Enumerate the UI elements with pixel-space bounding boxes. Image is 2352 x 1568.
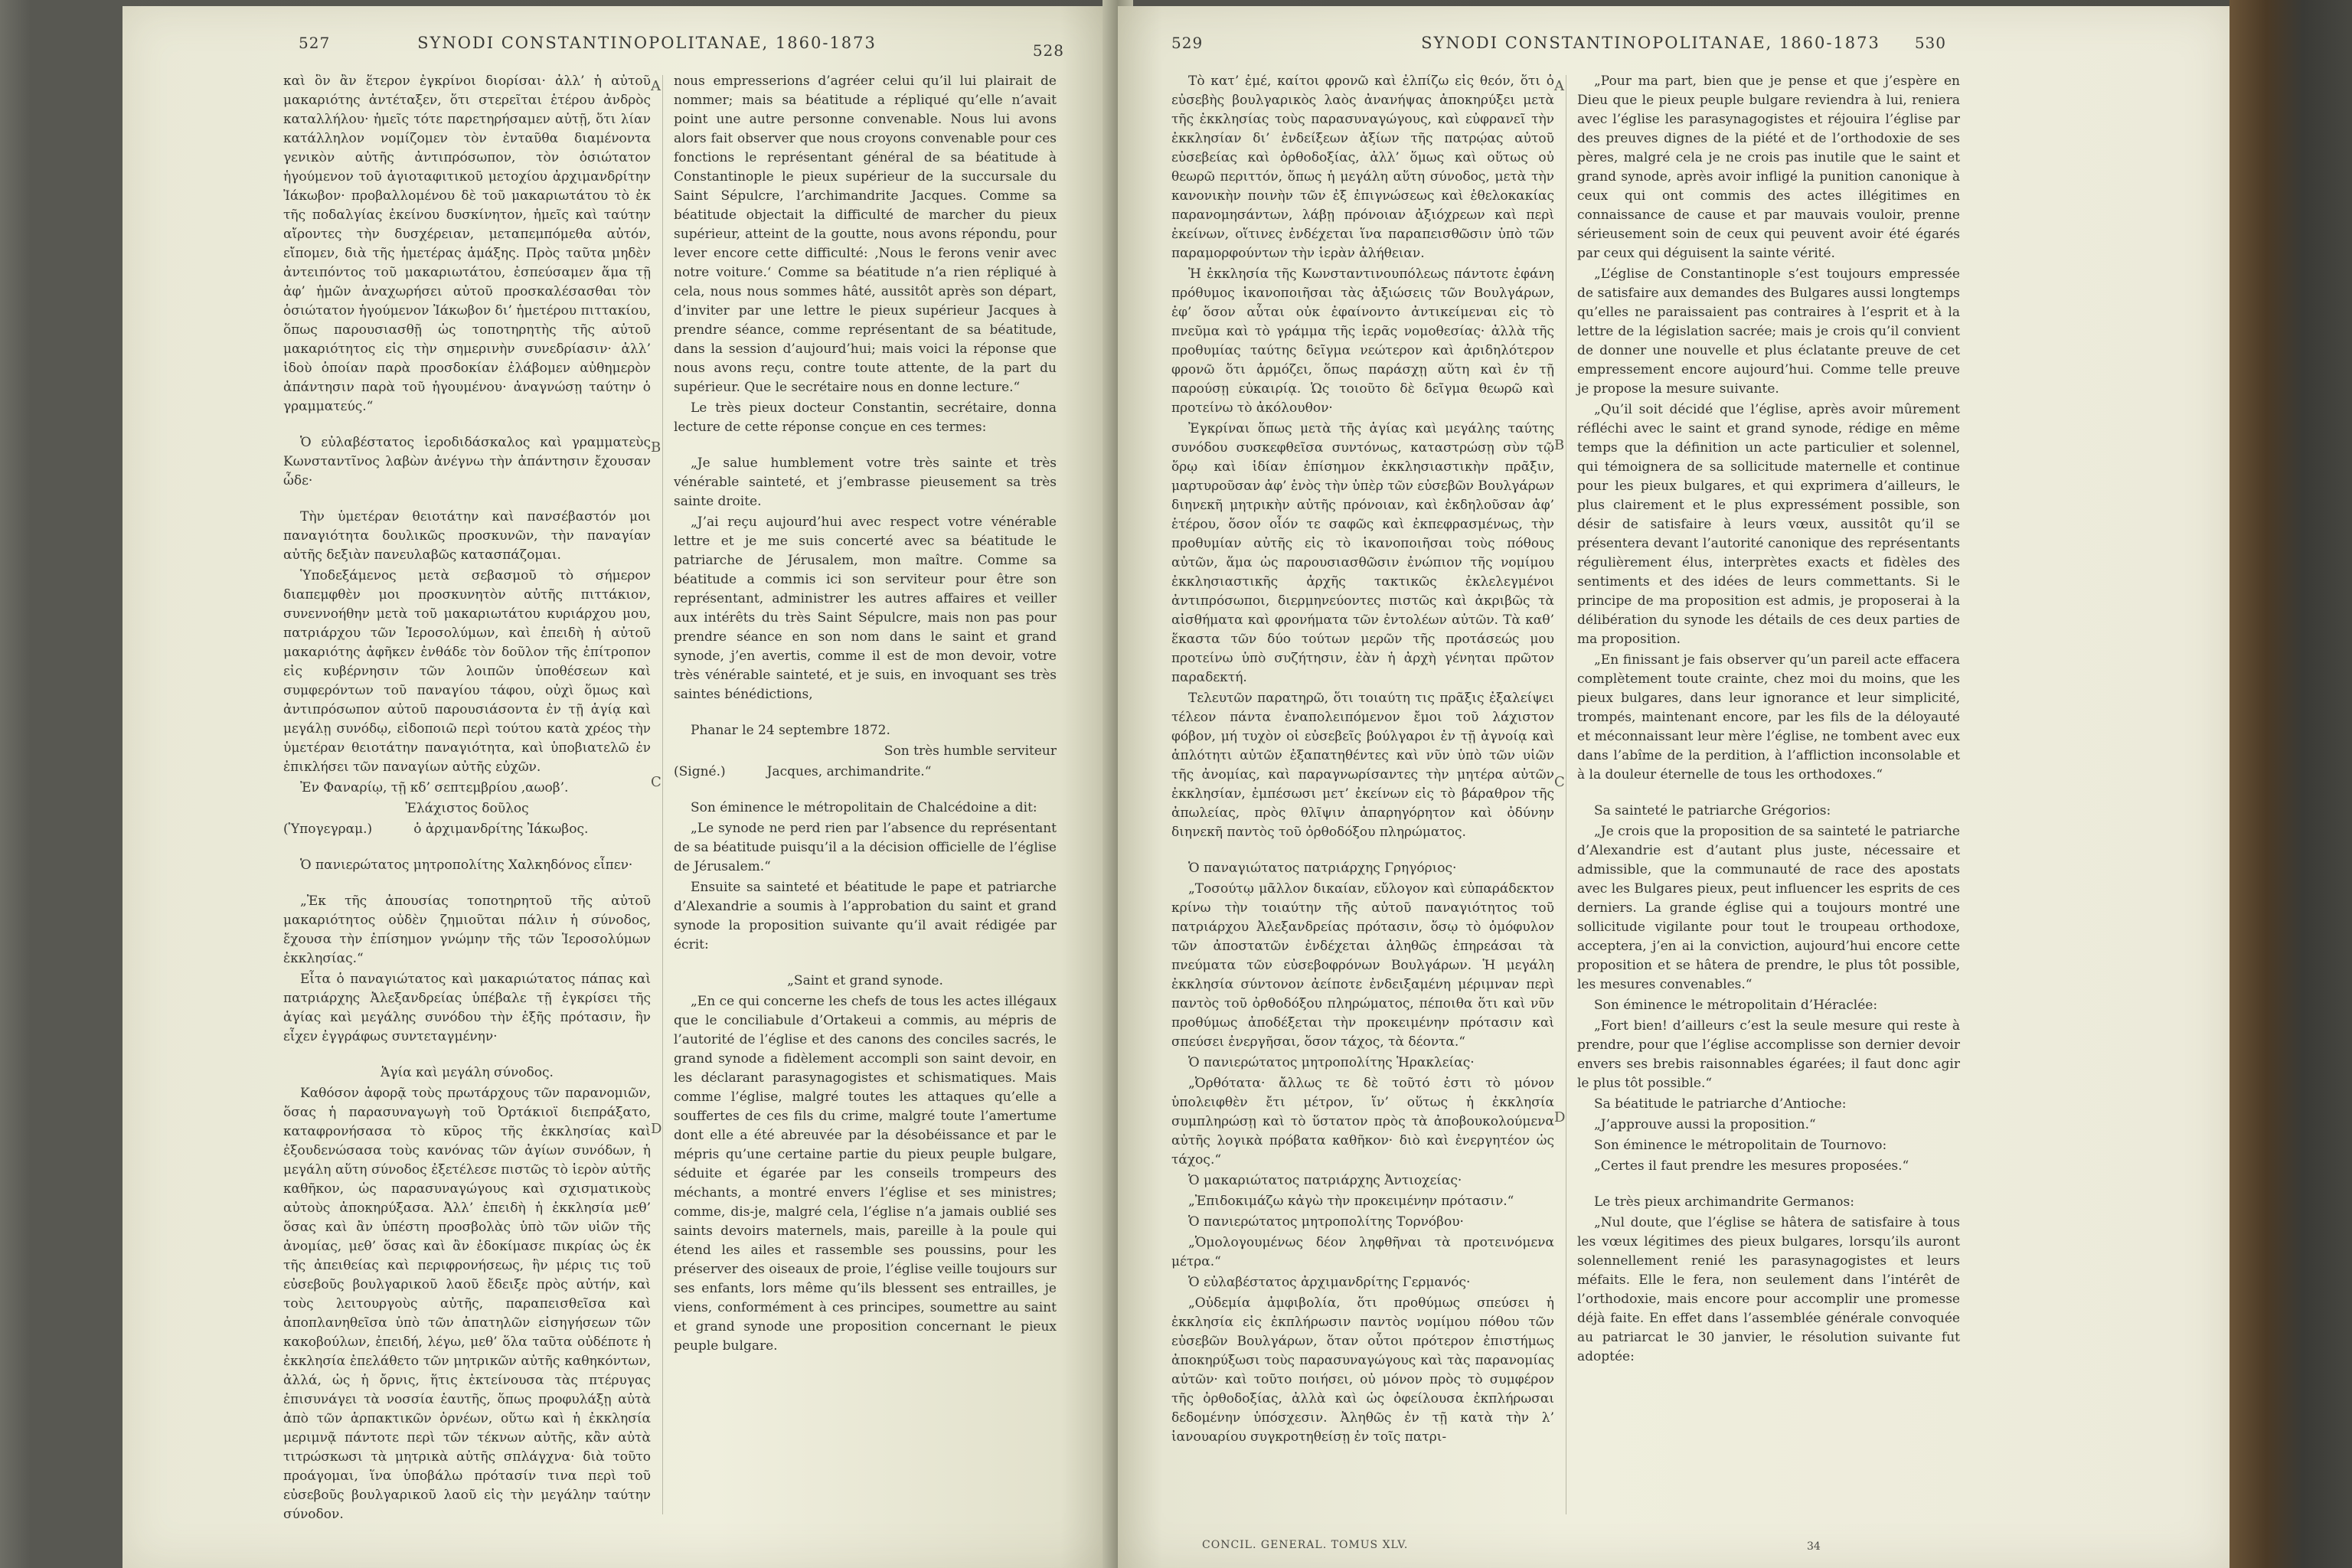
paragraph: Ὁ εὐλαβέστατος ἱεροδιδάσκαλος καὶ γραμματεὺς Κωνσταντῖνος λαβὼν ἀνέγνω τὴν ἀπάντησιν ἔχουσαν ὧδε· <box>283 435 651 488</box>
sheet-signature: 34 <box>1807 1540 1821 1553</box>
french-column <box>1577 72 1960 1368</box>
paragraph: „Ἐπιδοκιμάζω κἀγὼ τὴν προκειμένην πρότασιν.“ <box>1188 1194 1514 1209</box>
running-head-right <box>1118 28 2230 58</box>
margin-marker: C <box>1554 774 1565 790</box>
paragraph: „Τοσούτῳ μᾶλλον δικαίαν, εὔλογον καὶ εὐπαράδεκτον κρίνω τὴν τοιαύτην τῆς αὐτοῦ παναγιότητος τοῦ πατριάρχου Ἀλεξανδρείας πρότασιν, ὅσῳ τὸ ὁμόφυλον τῶν ἀποστατῶν ἐνδέχεται ἀληθῶς ἐπηρεάσαι τὰ πνεύματα τῶν εὐσεβοφρόνων Βουλγάρων. Ἡ μεγάλη ἐκκλησία σύντονον ἀείποτε ἐνδειξαμένη μέριμναν περὶ παντὸς τοῦ ὀρθοδόξου πληρώματος, πέποιθα ὅτι καὶ νῦν προθύμως ἀποδέξεται τὴν προκειμένην πρότασιν καὶ σπεύσει ἐνεργῆσαι, ὅσον τάχος, τὰ δέοντα.“ <box>1171 881 1554 1050</box>
paragraph: Le très pieux docteur Constantin, secrétaire, donna lecture de cette réponse conçue en ces termes: <box>674 400 1057 435</box>
running-title: SYNODI CONSTANTINOPOLITANAE, 1860-1873 <box>1421 34 1880 52</box>
greek-column <box>1171 72 1554 1449</box>
column-divider <box>662 75 663 1514</box>
paragraph: Ἡ ἐκκλησία τῆς Κωνσταντινουπόλεως πάντοτε ἐφάνη πρόθυμος ἱκανοποιῆσαι τὰς ἀξιώσεις τῶν Βουλγάρων, ἐφ’ ὅσον αὗται οὐκ ἐφαίνοντο ἀντικείμεναι εἰς τὸ πνεῦμα καὶ τὸ γράμμα τῆς ἱερᾶς νομοθεσίας· ἀλλὰ τῆς προθυμίας ταύτης δεῖγμα νεώτερον καὶ ἀριδηλότερον φρονῶ ὅτι ἁρμόζει, ὅπως παράσχῃ αὕτη καὶ ἐν τῇ παρούσῃ εὐκαιρίᾳ. Ὡς τοιοῦτο δὲ δεῖγμα θεωρῶ καὶ προτείνω τὸ ἀκόλουθον· <box>1171 266 1554 416</box>
speaker: Le très pieux archimandrite Germanos: <box>1594 1194 1854 1210</box>
paragraph: „En finissant je fais observer qu’un pareil acte effacera complètement toute crainte, chez moi du moins, que les pieux bulgares, dans leur ignorance et leur simplicité, trompés, maintenant encore, par les fils de la déloyauté et méconnaissant leur mère l’église, ne tombent avec eux dans l’abîme de la perdition, à l’affliction inconsolable et à la douleur éternelle de tous les orthodoxes.“ <box>1577 652 1960 782</box>
paragraph: Son éminence le métropolitain de Chalcédoine a dit: <box>691 800 1037 815</box>
paragraph: „L’église de Constantinople s’est toujours empressée de satisfaire aux demandes des Bulgares aussi longtemps qu’elles ne paraissaient pas contraires à l’esprit et à la lettre de la législation sacrée; mais je crois qu’il convient de donner une nouvelle et plus éclatante preuve de cet empressement encore aujourd’hui. Comme telle preuve je propose la mesure suivante. <box>1577 266 1960 397</box>
paragraph: „Certes il faut prendre les mesures proposées.“ <box>1594 1158 1909 1174</box>
paragraph: Τὸ κατ’ ἐμέ, καίτοι φρονῶ καὶ ἐλπίζω εἰς θεόν, ὅτι ὁ εὐσεβὴς βουλγαρικὸς λαὸς ἀνανήψας ἀποκηρύξει μετὰ τῆς ἐκκλησίας τοὺς παρασυναγώγους, καὶ εὐφρανεῖ τὴν ἐκκλησίαν δι’ ἐνδείξεων ἀξίων τῆς πατρῴας αὐτοῦ εὐσεβείας καὶ ὀρθοδοξίας, ἀλλ’ ὅμως καὶ οὕτως οὐ θεωρῶ περιττόν, ὅπως ἡ μεγάλη αὕτη σύνοδος, μετὰ τὴν κανονικὴν ποινὴν τῶν ἐξ ἐπιγνώσεως καὶ ἐθελοκακίας παρανομησάντων, λάβῃ πρόνοιαν ἀξιόχρεων καὶ περὶ ἐκείνων, οἵτινες ἐνδέχεται ἵνα παραπεισθῶσιν ὑπὸ τῶν παραμορφούντων τὴν ἱερὰν ἀλήθειαν. <box>1171 74 1554 261</box>
paragraph: Ὑποδεξάμενος μετὰ σεβασμοῦ τὸ σήμερον διαπεμφθὲν μοι προσκυνητὸν αὐτῆς πιττάκιον, συνεννοήθην μετὰ τοῦ μακαριωτάτου κυριάρχου μου, πατριάρχου τῶν Ἱεροσολύμων, καὶ ἐπειδὴ ἡ αὐτοῦ μακαριότης ἀφῆκεν ἐνθάδε τὸν δοῦλον τῆς ἐπίτροπον εἰς κυβέρνησιν τῶν λοιπῶν ὑποθέσεων καὶ συμφερόντων τοῦ παναγίου τάφου, οὐχὶ ὅμως καὶ ἀντιπρόσωπον αὐτοῦ παρουσιάσοντα ἐν τῇ ἁγίᾳ καὶ μεγάλῃ συνόδῳ, εἰδοποιῶ περὶ τούτου κατὰ χρέος τὴν ὑμετέραν θειοτάτην παναγιότητα, καὶ ὑποβιατελῶ ἐν ἐπικλήσει τῶν παναγίων αὐτῆς εὐχῶν. <box>283 568 651 775</box>
running-head-left <box>122 28 1110 58</box>
heading: „Saint et grand synode. <box>787 973 943 988</box>
running-title: SYNODI CONSTANTINOPOLITANAE, 1860-1873 <box>417 34 877 52</box>
page-number: 528 <box>1032 41 1064 60</box>
speaker: Ὁ παναγιώτατος πατριάρχης Γρηγόριος· <box>1188 861 1457 876</box>
date-line: Phanar le 24 septembre 1872. <box>691 723 890 738</box>
book-edge <box>2230 0 2352 1568</box>
french-column <box>674 72 1057 1357</box>
speaker: Ὁ πανιερώτατος μητροπολίτης Ἡρακλείας· <box>1188 1055 1475 1070</box>
paragraph: Τὴν ὑμετέραν θειοτάτην καὶ πανσέβαστόν μοι παναγιότητα δουλικῶς προσκυνῶν, τὴν παναγίαν αὐτῆς δεξιὰν πανευλαβῶς κατασπάζομαι. <box>283 509 651 563</box>
paragraph: nous empresserions d’agréer celui qu’il lui plairait de nommer; mais sa béatitude a répliqué qu’elle n’avait point une autre personne convenable. Nous lui avons alors fait observer que nous croyons convenable pour ces fonctions le représentant général de sa béatitude à Constantinople le pieux supérieur de la succursale du Saint Sépulcre, l’archimandrite Jacques. Comme sa béatitude objectait la difficulté de marcher du pieux supérieur, atteint de la goutte, nous avons répondu, pour lever encore cette difficulté: ‚Nous le ferons venir avec notre voiture.‘ Comme sa béatitude n’a rien répliqué à cela, nous nous sommes hâté, aussitôt après son départ, d’inviter par une lettre le pieux supérieur Jacques à prendre séance, comme représentant de sa béatitude, dans la session d’aujourd’hui; mais voici la réponse que nous avons reçu, contre toute attente, de la part du supérieur. Que le secrétaire nous en donne lecture.“ <box>674 74 1057 395</box>
signature-line: (Ὑπογεγραμ.) ὁ ἀρχιμανδρίτης Ἰάκωβος. <box>283 822 589 837</box>
speaker: Ὁ εὐλαβέστατος ἀρχιμανδρίτης Γερμανός· <box>1188 1275 1471 1290</box>
paragraph: „Je salue humblement votre très sainte et très vénérable sainteté, et j’embrasse pieusement sa très sainte droite. <box>674 456 1057 509</box>
signature-line: (Signé.) Jacques, archimandrite.“ <box>674 764 932 779</box>
closing: Ἐλάχιστος δοῦλος <box>405 801 529 816</box>
page-number: 527 <box>299 34 331 52</box>
margin-marker: D <box>651 1121 662 1137</box>
paragraph: Ensuite sa sainteté et béatitude le pape et patriarche d’Alexandrie a soumis à l’approbation du saint et grand synode la proposition suivante qu’il avait rédigée par écrit: <box>674 880 1057 952</box>
paragraph: „Nul doute, que l’église se hâtera de satisfaire à tous les vœux légitimes des pieux bulgares, lorsqu’ils auront solennellement renié les parasynagogistes et leurs méfaits. Elle le fera, non seulement dans l’intérêt de l’orthodoxie, mais encore pour accomplir une promesse déjà faite. En effet dans l’assemblée générale convoquée au patriarcat le 30 janvier, le résolution suivante fut adoptée: <box>1577 1215 1960 1364</box>
speaker: Sa béatitude le patriarche d’Antioche: <box>1594 1096 1847 1112</box>
margin-marker: A <box>651 78 661 94</box>
paragraph: „Οὐδεμία ἀμφιβολία, ὅτι προθύμως σπεύσει ἡ ἐκκλησία εἰς ἐκπλήρωσιν παντὸς νομίμου πόθου τῶν εὐσεβῶν Βουλγάρων, ὅταν οὗτοι πρότερον ἐπιστήμως ἀποκηρύξωσι τοὺς παρασυναγώγους καὶ τὰς παρανομίας αὐτῶν· καὶ τοῦτο ποιήσει, οὐ μόνον πρὸς τὸ συμφέρον τῆς ὀρθοδοξίας, ἀλλὰ καὶ ὡς ὀφείλουσα ἐκπλήρωσαι δεδομένην ὑπόσχεσιν. Ἀληθῶς ἐν τῇ κατὰ τὴν λ’ ἰανουαρίου συγκροτηθείσῃ ἐν τοῖς πατρι- <box>1171 1295 1554 1445</box>
paragraph: Ὁ πανιερώτατος μητροπολίτης Χαλκηδόνος εἶπεν· <box>300 858 633 873</box>
paragraph: „Ὀρθότατα· ἄλλως τε δὲ τοῦτό ἐστι τὸ μόνον ὑπολειφθὲν ἔτι μέτρον, ἵν’ οὕτως ἡ ἐκκλησία συμπληρώσῃ καὶ τὸ ὕστατον πρὸς τὰ ἀποβουκολούμενα αὐτῆς λογικὰ πρόβατα καθῆκον· διὸ καὶ ἐνεργητέον ὡς τάχος.“ <box>1171 1076 1554 1168</box>
right-page <box>1118 6 2230 1568</box>
paragraph: „Ὁμολογουμένως δέον ληφθῆναι τὰ προτεινόμενα μέτρα.“ <box>1171 1235 1554 1269</box>
page-number: 530 <box>1914 34 1946 52</box>
margin-marker: C <box>651 774 662 790</box>
speaker: Ὁ πανιερώτατος μητροπολίτης Τορνόβου· <box>1188 1214 1464 1230</box>
margin-marker: B <box>1554 437 1565 453</box>
paragraph: „Le synode ne perd rien par l’absence du représentant de sa béatitude puisqu’il a la décision officielle de l’église de Jérusalem.“ <box>674 821 1057 874</box>
speaker: Sa sainteté le patriarche Grégorios: <box>1594 803 1831 818</box>
paragraph: „J’ai reçu aujourd’hui avec respect votre vénérable lettre et je me suis concerté avec sa béatitude le patriarche de Jérusalem, mon maître. Comme sa béatitude a commis ici son serviteur pour être son représentant, administrer les autres affaires et veiller aux intérêts du très Saint Sépulcre, mais non pas pour prendre séance en son nom dans le saint et grand synode, j’en avertis, comme il est de mon devoir, votre très vénérable sainteté, et je suis, en invoquant ses très saintes bénédictions, <box>674 514 1057 702</box>
date-line: Ἐν Φαναρίῳ, τῇ κδ’ σεπτεμβρίου ,αωοβ’. <box>300 780 569 795</box>
paragraph: „Je crois que la proposition de sa sainteté le patriarche d’Alexandrie est d’autant plus juste, nécessaire et admissible, que la communauté de race des apostats avec les Bulgares pieux, peut influencer les esprits de ces derniers. La grande église qui a toujours montré une sollicitude vigilante pour tout le troupeau orthodoxe, acceptera, j’en ai la conviction, aujourd’hui encore cette proposition et se hâtera de prendre, le plus tôt possible, les mesures convenables.“ <box>1577 824 1960 992</box>
paragraph: Ἐγκρίναι ὅπως μετὰ τῆς ἁγίας καὶ μεγάλης ταύτης συνόδου συσκεφθεῖσα συντόνως, καταστρώσῃ σὺν τῷ ὅρῳ καὶ ἰδίαν ἐπίσημον ἐκκλησιαστικὴν πρᾶξιν, μαρτυροῦσαν ἀφ’ ἑνὸς τὴν ὑπὲρ τῶν εὐσεβῶν Βουλγάρων διηνεκῆ μητρικὴν αὐτῆς πρόνοιαν, καὶ ἐκδηλοῦσαν ἀφ’ ἑτέρου, ὅσον οἷόν τε σαφῶς καὶ ἐκπεφρασμένως, τὴν προθυμίαν αὐτῆς εἰς τὸ ἱκανοποιῆσαι τοὺς πόθους αὐτῶν, ἅμα ὡς παρουσιασθῶσιν ἐνώπιον τῆς νομίμου ἐκκλησιαστικῆς ἀρχῆς τακτικῶς ἐκλελεγμένοι ἀντιπρόσωποι, διερμηνεύοντες πιστῶς καὶ ἀκριβῶς τὰ αἰσθήματα καὶ φρονήματα τῶν ἐντολέων αὐτῶν. Τὰ καθ’ ἕκαστα τῶν δύο τούτων μερῶν τῆς προτάσεώς μου προτείνω ὑπὸ συζήτησιν, ἐὰν ἡ ἀρχὴ γένηται πρῶτον παραδεκτή. <box>1171 421 1554 685</box>
margin-marker: D <box>1554 1109 1566 1125</box>
footer: CONCIL. GENERAL. TOMUS XLV. <box>1202 1539 1409 1551</box>
paragraph: Τελευτῶν παρατηρῶ, ὅτι τοιαύτη τις πρᾶξις ἐξαλείψει τέλεον πάντα ἐναπολειπόμενον ἔμοι τοῦ λάχιστον φόβον, μή τυχὸν οἱ εὐσεβεῖς βούλγαροι ἐν τῇ ἀγνοίᾳ καὶ ἁπλότητι αὐτῶν ἐξαπατηθέντες καὶ νῦν ὑπὸ τῶν υἱῶν τῆς ἀνομίας, καὶ παραγνωρίσαντες τὴν μητέρα αὐτῶν ἐκκλησίαν, ἐμπέσωσι μετ’ ἐκείνων εἰς τὸ βάραθρον τῆς ἀπωλείας, πρὸς θλῖψιν ἀπαρηγόρητον καὶ ὀδύνην διηνεκῆ παντὸς τοῦ ὀρθοδόξου πληρώματος. <box>1171 691 1554 840</box>
paragraph: „Fort bien! d’ailleurs c’est la seule mesure qui reste à prendre, pour que l’église accomplisse son dernier devoir envers ses brebis raisonnables égarées; il faut donc agir le plus tôt possible.“ <box>1577 1018 1960 1091</box>
paragraph: καὶ ὃν ἂν ἕτερον ἐγκρίνοι διορίσαι· ἀλλ’ ἡ αὐτοῦ μακαριότης ἀντέταξεν, ὅτι στερεῖται ἑτέρου ἀνδρὸς καταλλήλου· ἡμεῖς τότε παρετηρήσαμεν αὐτῇ, ὅτι λίαν κατάλληλον νομίζομεν τὸν ἐνταῦθα διαμένοντα γενικὸν αὐτῆς ἀντιπρόσωπον, τὸν ὁσιώτατον ἡγούμενον τοῦ ἁγιοταφιτικοῦ μετοχίου ἀρχιμανδρίτην Ἰάκωβον· προβαλλομένου δὲ τοῦ μακαριωτάτου τὸ ἐκ τῆς ποδαλγίας ἐκείνου δυσκίνητον, ἡμεῖς καὶ ταύτην αἴροντες τὴν δυσχέρειαν, μεταπεμπόμεθα αὐτόν, εἴπομεν, διὰ τῆς ἡμετέρας ἁμάξης. Πρὸς ταῦτα μηδὲν ἀντειπόντος τοῦ μακαριωτάτου, ἐσπεύσαμεν ἅμα τῇ ἀφ’ ἡμῶν ἀναχωρήσει αὐτοῦ προσκαλέσασθαι τὸν ὁσιώτατον ἡγούμενον Ἰάκωβον δι’ ἡμετέρου πιττακίου, ὅπως παρουσιασθῇ ὡς τοποτηρητὴς τῆς αὐτοῦ μακαριότητος εἰς τὴν σημερινὴν συνεδρίασιν· ἀλλ’ ἰδοὺ ὁποίαν παρὰ προσδοκίαν ἐλάβομεν αὐθημερὸν ἀπάντησιν παρὰ τοῦ ἡγουμένου· ἀναγνώσῃ ταύτην ὁ γραμματεύς.“ <box>283 74 651 414</box>
speaker: Son éminence le métropolitain de Tournovo: <box>1594 1138 1887 1153</box>
paragraph: „En ce qui concerne les chefs de tous les actes illégaux que le conciliabule d’Ortakeui a commis, au mépris de l’autorité de l’église et des canons des conciles sacrés, le grand synode a fidèlement accompli son saint devoir, en les déclarant parasynagogistes et schismatiques. Mais comme l’église, malgré toutes les attaques qu’elle a souffertes de ces fils du crime, malgré toute l’amertume dont elle a été abreuvée par la désobéissance et par le mépris qu’une certaine partie du pieux peuple bulgare, séduite et égarée par les conseils trompeurs des méchants, a montré envers l’église et ses ministres; comme, dis-je, malgré cela, l’église n’a jamais oublié ses saints devoirs maternels, mais, pareille à la poule qui étend les ailes et rassemble ses poussins, pour les préserver des oiseaux de proie, l’église veille toujours sur ses enfants, lors même qu’ils blessent ses entrailles, je viens, conformément à ces principes, soumettre au saint et grand synode une proposition concernant le pieux peuple bulgare. <box>674 994 1057 1354</box>
closing: Son très humble serviteur <box>884 743 1057 759</box>
paragraph: „Qu’il soit décidé que l’église, après avoir mûrement réfléchi avec le saint et grand synode, rédige en même temps que la définition un acte particulier et solennel, qui témoignera de sa sollicitude maternelle et continue pour les pieux bulgares, et qui exprimera d’ailleurs, le plus clairement et le plus expressément possible, son désir de satisfaire à leurs vœux, aussitôt qu’il se présentera devant l’autorité canonique des représentants régulièrement élus, interprètes exacts et fidèles des sentiments et des idées de leurs commettants. Si le principe de ma proposition est admis, je proposerai à la délibération du synode les détails de ces deux parties de ma proposition. <box>1577 402 1960 647</box>
page-number: 529 <box>1171 34 1204 52</box>
paragraph: Εἶτα ὁ παναγιώτατος καὶ μακαριώτατος πάπας καὶ πατριάρχης Ἀλεξανδρείας ὑπέβαλε τῇ ἐγκρίσει τῆς ἁγίας καὶ μεγάλης συνόδου τὴν ἑξῆς πρότασιν, ἣν εἶχεν ἐγγράφως συντεταγμένην· <box>283 972 651 1044</box>
speaker: Ὁ μακαριώτατος πατριάρχης Ἀντιοχείας· <box>1188 1173 1462 1188</box>
paragraph: Καθόσον ἀφορᾷ τοὺς πρωτάρχους τῶν παρανομιῶν, ὅσας ἡ παρασυναγωγὴ τοῦ Ὀρτάκιοϊ διεπράξατο, καταφρονήσασα τὸ κῦρος τῆς ἐκκλησίας καὶ ἐξουδενώσασα τοὺς κανόνας τῶν ἁγίων συνόδων, ἡ μεγάλη αὕτη σύνοδος ἐξετέλεσε πιστῶς τὸ ἱερὸν αὐτῆς καθῆκον, ὡς παρασυναγώγους καὶ σχισματικοὺς αὐτοὺς ἀποκηρύξασα. Ἀλλ’ ἐπειδὴ ἡ ἐκκλησία μεθ’ ὅσας καὶ ἂν ὑπέστη προσβολὰς ὑπὸ τῶν υἱῶν τῆς ἀνομίας, μεθ’ ὅσας καὶ ἂν ἐδοκίμασε πικρίας ὡς ἐκ τῆς ἀπειθείας καὶ περιφρονήσεως, ἣν μέρις τις τοῦ εὐσεβοῦς βουλγαρικοῦ λαοῦ ἔδειξε πρὸς αὐτήν, καὶ τοὺς λειτουργοὺς αὐτῆς, παραπεισθεῖσα καὶ ἀποπλανηθεῖσα ὑπὸ τῶν ἀπατηλῶν εἰσηγήσεων τῶν κακοβούλων, ἐπειδή, λέγω, μεθ’ ὅλα ταῦτα οὐδέποτε ἡ ἐκκλησία ἐπελάθετο τῶν μητρικῶν αὐτῆς καθηκόντων, ἀλλά, ὡς ἡ ὄρνις, ἥτις ἐκτείνουσα τὰς πτέρυγας ἐπισυνάγει τὰ νοσσία ἑαυτῆς, ὅπως προφυλάξῃ αὐτὰ ἀπὸ τῶν ἁρπακτικῶν ὀρνέων, οὕτω καὶ ἡ ἐκκλησία μεριμνᾷ πάντοτε περὶ τῶν τέκνων αὐτῆς, κἂν αὐτὰ τιτρώσκωσι τὰ μητρικὰ αὐτῆς σπλάγχνα· διὰ τοῦτο προάγομαι, ἵνα ὑποβάλω πρότασίν τινα περὶ τοῦ εὐσεβοῦς βουλγαρικοῦ λαοῦ εἰς τὴν μεγάλην ταύτην σύνοδον. <box>283 1086 651 1522</box>
left-page <box>122 6 1110 1568</box>
heading: Ἁγία καὶ μεγάλη σύνοδος. <box>381 1065 554 1080</box>
paragraph: „J’approuve aussi la proposition.“ <box>1594 1117 1816 1132</box>
paragraph: „Pour ma part, bien que je pense et que j’espère en Dieu que le pieux peuple bulgare reviendra à lui, reniera avec l’église les parasynagogistes et réjouira l’église par des preuves dignes de la piété et de l’orthodoxie de ses pères, malgré cela je ne crois pas inutile que le saint et grand synode, après avoir infligé la punition canonique à ceux qui ont commis des actes illégitimes en connaissance de cause et par mauvais vouloir, prenne sérieusement soin de ceux qui peuvent avoir été égarés par ceux qui déguisent la sainte vérité. <box>1577 74 1960 261</box>
speaker: Son éminence le métropolitain d’Héraclée: <box>1594 998 1878 1013</box>
paragraph: „Ἐκ τῆς ἀπουσίας τοποτηρητοῦ τῆς αὐτοῦ μακαριότητος οὐδὲν ζημιοῦται πάλιν ἡ σύνοδος, ἔχουσα τὴν ἐπίσημον γνώμην τῆς τῶν Ἱεροσολύμων ἐκκλησίας.“ <box>283 893 651 966</box>
margin-marker: B <box>651 439 662 456</box>
greek-column <box>283 72 651 1526</box>
margin-marker: A <box>1554 78 1564 94</box>
